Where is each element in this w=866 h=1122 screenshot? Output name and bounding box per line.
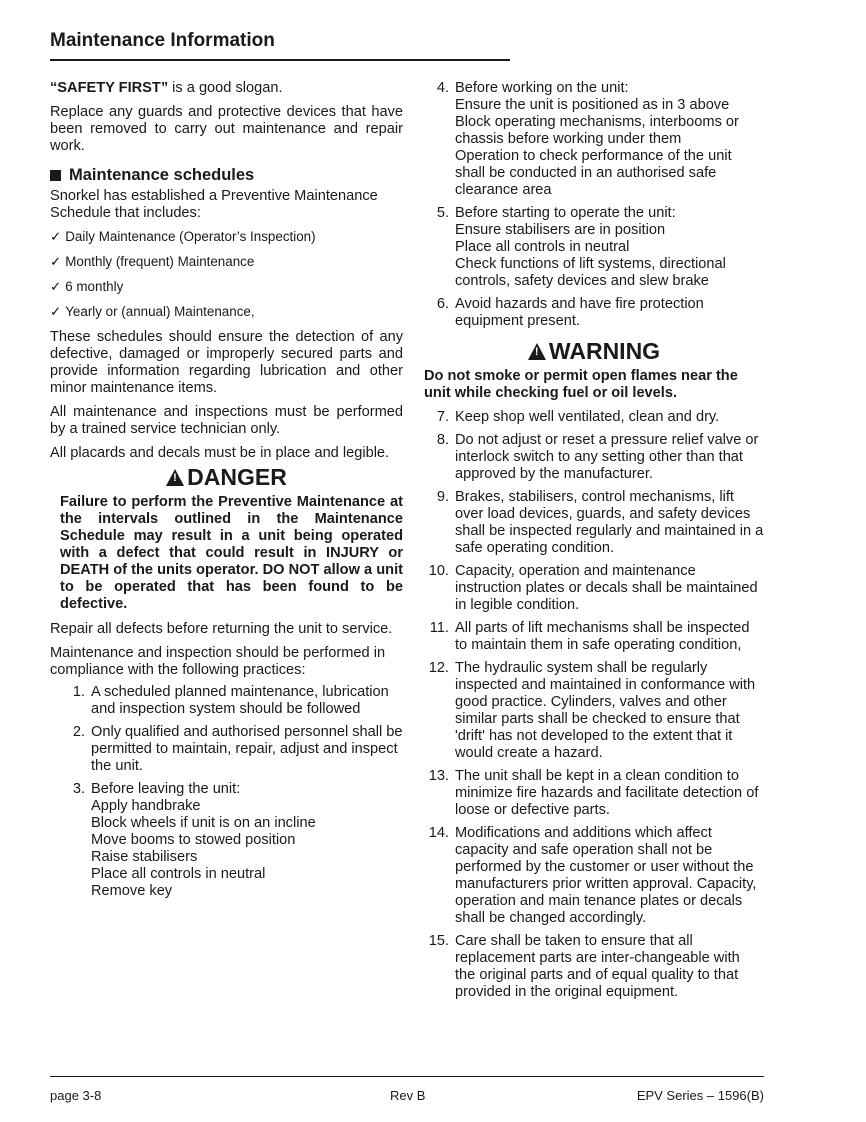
practice-item [424,933,764,1001]
practice-number: 12. [428,660,449,676]
practice-line: Ensure stabilisers are in position [455,222,666,238]
practice-line: Before leaving the unit: [91,781,241,797]
practice-number: 14. [428,825,449,841]
practice-item [424,489,764,557]
practice-number: 6. [436,296,449,312]
practices-intro: Maintenance and inspection should be performed in compliance with the following practices: [50,645,386,678]
practice-line: Before working on the unit: [455,80,629,96]
slogan-bold: “SAFETY FIRST” [50,80,169,96]
schedule-item [50,304,403,320]
warning-text: Do not smoke or permit open flames near the unit while checking fuel or oil levels. [424,368,738,401]
practice-item [424,432,764,483]
schedule-item-text: 6 monthly [65,279,124,294]
checkmark-icon: ✓ [50,304,62,319]
square-bullet-icon [50,170,61,181]
danger-text: Failure to perform the Preventive Maintenance at the intervals outlined in the Maintenance Schedule may result in a unit being operated with a defect that could result in INJURY or DEATH of the units operator. DO NOT allow a unit to be operated that has been found to be defective. [60,494,403,612]
schedule-item-text: Yearly or (annual) Maintenance, [65,304,255,319]
practice-line: Block operating mechanisms, interbooms or chassis before working under them [455,114,739,147]
practice-number: 8. [436,432,449,448]
checkmark-icon: ✓ [50,229,62,244]
footer-page: page 3-8 [50,1088,102,1103]
practice-line: Avoid hazards and have fire protection equipment present. [455,296,704,329]
practice-line: Ensure the unit is positioned as in 3 above [455,97,730,113]
practice-text [455,620,764,654]
practice-text [455,563,764,614]
practices-list-right-a [424,80,764,330]
practice-line: Check functions of lift systems, directional controls, safety devices and slew brake [455,256,726,289]
practice-number: 11. [429,620,449,636]
practice-text [455,432,764,483]
practice-line: Operation to check performance of the unit shall be conducted in an authorised safe clearance area [455,148,732,198]
practice-item [424,563,764,614]
practice-text [455,409,764,426]
practice-text [455,489,764,557]
warning-triangle-icon [528,343,546,360]
practice-item [424,205,764,290]
danger-heading [50,464,403,490]
practice-text [455,205,764,290]
practice-text [91,781,403,900]
practices-list-left [60,684,403,900]
practice-line: The unit shall be kept in a clean condition to minimize fire hazards and facilitate detection of loose or defective parts. [455,768,759,818]
practice-line: The hydraulic system shall be regularly inspected and maintained in conformance with good practice. Cylinders, valves and other similar parts shall be checked to ensure that 'drift' has not developed to the extent that it would create a hazard. [455,660,756,761]
practice-line: Modifications and additions which affect capacity and safe operation shall not be performed by the customer or user without the manufacturers prior written approval. Capacity, operation and main tenance plates or decals shall be changed accordingly. [455,825,757,926]
page-title: Maintenance Information [50,30,275,51]
practice-item [424,825,764,927]
practice-line: Raise stabilisers [91,849,198,865]
schedules-heading [50,167,403,184]
placards-paragraph: All placards and decals must be in place and legible. [50,445,390,461]
left-column [50,80,403,906]
practice-line: Brakes, stabilisers, control mechanisms, lift over load devices, guards, and safety devices shall be inspected regularly and maintained in a safe operating condition. [455,489,764,556]
checkmark-icon: ✓ [50,279,62,294]
warning-title: WARNING [548,338,661,364]
practice-item [424,80,764,199]
practice-text [455,660,764,762]
practice-line: Place all controls in neutral [455,239,630,255]
schedules-intro: Snorkel has established a Preventive Maintenance Schedule that includes: [50,188,378,221]
schedule-item-text: Daily Maintenance (Operator’s Inspection) [65,229,316,244]
practice-item [60,684,403,718]
warning-heading [424,338,764,364]
warning-triangle-icon [166,469,184,486]
practice-number: 5. [436,205,449,221]
practice-line: All parts of lift mechanisms shall be inspected to maintain them in safe operating condition, [455,620,750,653]
practice-line: Remove key [91,883,173,899]
footer-rule [50,1076,764,1077]
practice-text [455,80,764,199]
practice-line: Care shall be taken to ensure that all replacement parts are inter-changeable with the original parts and of equal quality to that provided in the original equipment. [455,933,740,1000]
practice-line: Block wheels if unit is on an incline [91,815,316,831]
slogan [50,80,403,97]
practices-list-right-b [424,409,764,1001]
practice-line: Capacity, operation and maintenance instruction plates or decals shall be maintained in legible condition. [455,563,758,613]
practice-line: A scheduled planned maintenance, lubrication and inspection system should be followed [91,684,389,717]
practice-item [60,781,403,900]
practice-item [424,660,764,762]
footer-rev: Rev B [390,1088,426,1103]
practice-line: Move booms to stowed position [91,832,296,848]
practice-text [455,768,764,819]
practice-number: 9. [436,489,449,505]
danger-title: DANGER [187,464,287,490]
slogan-rest: is a good slogan. [168,80,283,96]
practice-text [455,933,764,1001]
schedule-item [50,279,403,295]
practice-number: 4. [436,80,449,96]
practice-number: 3. [72,781,85,797]
practice-text [455,296,764,330]
practice-line: Place all controls in neutral [91,866,266,882]
schedules-purpose: These schedules should ensure the detection of any defective, damaged or improperly secured parts and provide information regarding lubrication and other minor maintenance items. [50,329,403,396]
title-rule [50,59,510,61]
practice-item [424,409,764,426]
schedule-list [50,229,403,320]
practice-line: Only qualified and authorised personnel shall be permitted to maintain, repair, adjust and inspect the unit. [91,724,403,774]
practice-line: Before starting to operate the unit: [455,205,676,221]
practice-number: 2. [72,724,85,740]
checkmark-icon: ✓ [50,254,62,269]
right-column [424,80,764,1007]
practice-text [455,825,764,927]
footer-series: EPV Series – 1596(B) [636,1088,764,1103]
practice-number: 15. [428,933,449,949]
schedule-item [50,229,403,245]
practice-text [91,724,403,775]
practice-item [424,620,764,654]
practice-line: Do not adjust or reset a pressure relief valve or interlock switch to any setting other than that approved by the manufacturer. [455,432,759,482]
repair-paragraph: Repair all defects before returning the unit to service. [50,621,393,637]
schedules-heading-text: Maintenance schedules [69,166,255,184]
practice-item [424,768,764,819]
guards-paragraph: Replace any guards and protective devices that have been removed to carry out maintenance and repair work. [50,104,403,154]
practice-number: 1. [72,684,85,700]
schedule-item-text: Monthly (frequent) Maintenance [65,254,255,269]
practice-number: 13. [428,768,449,784]
practice-number: 10. [428,563,449,579]
practice-item [60,724,403,775]
practice-number: 7. [436,409,449,425]
schedule-item [50,254,403,270]
practice-line: Apply handbrake [91,798,201,814]
practice-line: Keep shop well ventilated, clean and dry. [455,409,720,425]
technician-paragraph: All maintenance and inspections must be performed by a trained service technician only. [50,404,403,437]
practice-item [424,296,764,330]
practice-text [91,684,403,718]
